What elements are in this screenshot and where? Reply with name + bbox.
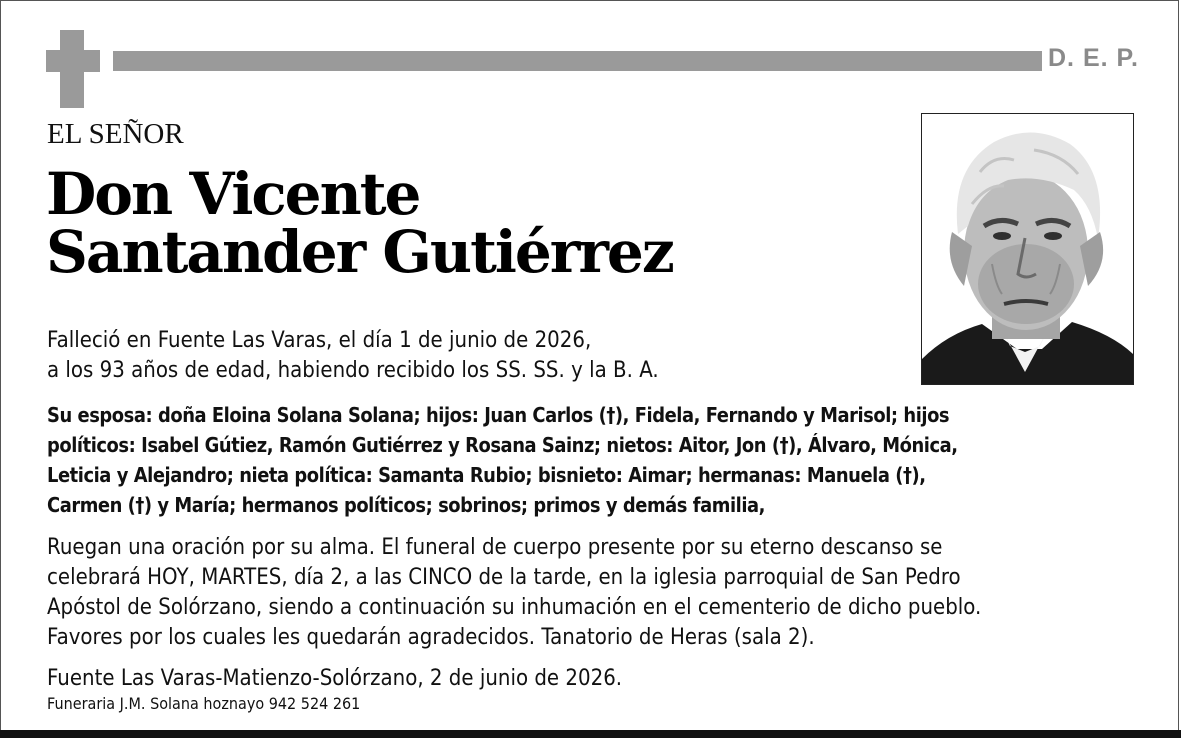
family-line: políticos: Isabel Gútiez, Ramón Gutiérrez y Rosana Sainz; nietos: Aitor, Jon (†), Álvaro, Mónica, [47,433,958,457]
funeral-line: celebrará HOY, MARTES, día 2, a las CINCO de la tarde, en la iglesia parroquial de San Pedro [47,565,961,590]
death-line: Falleció en Fuente Las Varas, el día 1 de junio de 2026, [47,328,592,353]
portrait-image [922,114,1133,384]
honorific: EL SEÑOR [47,118,184,150]
death-line: a los 93 años de edad, habiendo recibido los SS. SS. y la B. A. [47,358,659,383]
cross-icon [46,30,100,108]
place-date: Fuente Las Varas-Matienzo-Solórzano, 2 de junio de 2026. [47,666,623,691]
header-rule [113,51,1042,71]
family-line: Carmen (†) y María; hermanos políticos; sobrinos; primos y demás familia, [47,493,766,517]
name-line-1: Don Vicente [46,160,420,228]
name-line-2: Santander Gutiérrez [46,218,673,286]
funeral-details [47,533,981,653]
funeral-line: Apóstol de Solórzano, siendo a continuación su inhumación en el cementerio de dicho pueblo. [47,595,982,620]
funeral-home: Funeraria J.M. Solana hoznayo 942 524 261 [47,694,361,713]
funeral-line: Favores por los cuales les quedarán agradecidos. Tanatorio de Heras (sala 2). [47,625,815,650]
portrait-photo [921,113,1134,385]
family-line: Su esposa: doña Eloina Solana Solana; hijos: Juan Carlos (†), Fidela, Fernando y Marisol; hijos [47,403,950,427]
deceased-name [46,160,673,286]
funeral-line: Ruegan una oración por su alma. El funeral de cuerpo presente por su eterno descanso se [47,535,943,560]
family-list [47,400,1116,520]
bottom-rule [0,730,1181,738]
dep-label: D. E. P. [1048,44,1139,72]
family-line: Leticia y Alejandro; nieta política: Samanta Rubio; bisnieto: Aimar; hermanas: Manuela (†), [47,463,926,487]
death-notice [47,326,659,386]
